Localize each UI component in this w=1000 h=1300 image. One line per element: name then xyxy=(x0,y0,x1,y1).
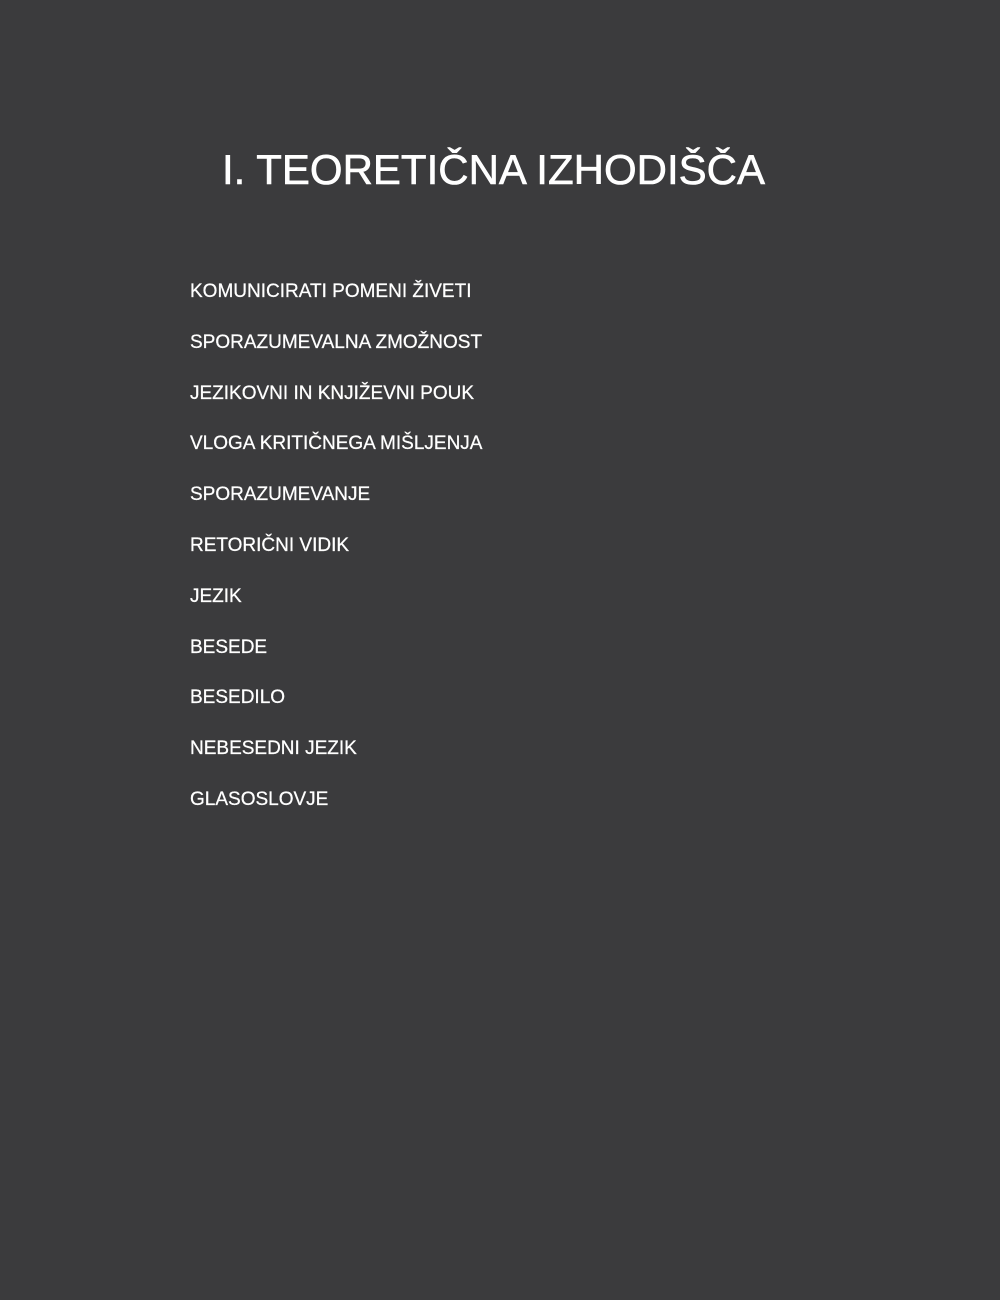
section-item-retoricni-vidik: RETORIČNI VIDIK xyxy=(190,534,350,556)
section-list xyxy=(190,278,482,837)
section-item-jezik: JEZIK xyxy=(190,585,242,607)
section-item-nebesedni-jezik: NEBESEDNI JEZIK xyxy=(190,738,357,760)
section-item-vloga-kriticnega-misljenja: VLOGA KRITIČNEGA MIŠLJENJA xyxy=(190,433,483,455)
chapter-title: I. TEORETIČNA IZHODIŠČA xyxy=(222,146,765,193)
section-item-besede: BESEDE xyxy=(190,636,268,658)
section-item-komunicirati-pomeni-ziveti: KOMUNICIRATI POMENI ŽIVETI xyxy=(190,281,472,302)
section-item-sporazumevalna-zmoznost: SPORAZUMEVALNA ZMOŽNOST xyxy=(190,331,483,353)
section-item-jezikovni-in-knjizevni-pouk: JEZIKOVNI IN KNJIŽEVNI POUK xyxy=(190,382,474,404)
section-item-besedilo: BESEDILO xyxy=(190,687,286,709)
section-item-sporazumevanje: SPORAZUMEVANJE xyxy=(190,484,371,506)
section-item-glasoslovje: GLASOSLOVJE xyxy=(190,788,329,810)
